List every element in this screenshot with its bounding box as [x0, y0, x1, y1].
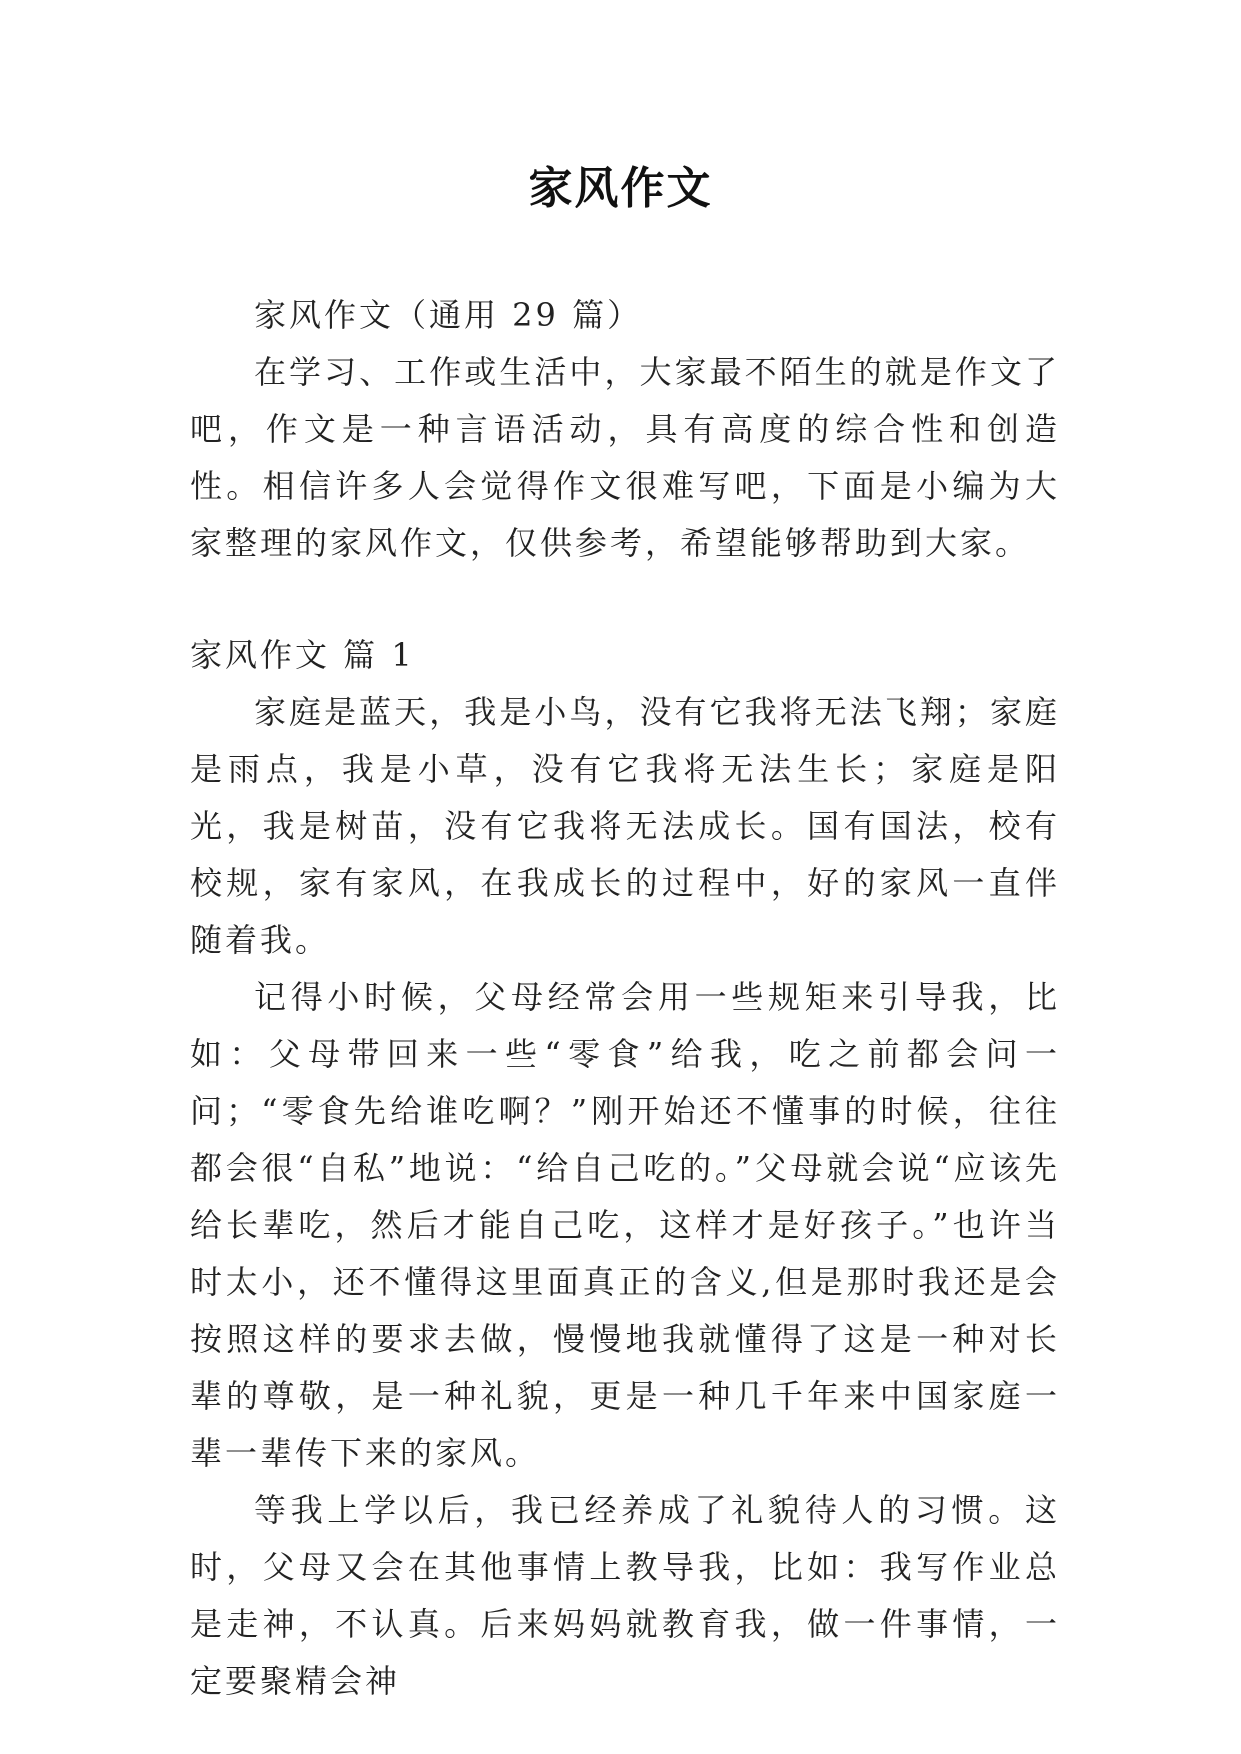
document-title: 家风作文: [528, 163, 713, 214]
document-body: [190, 287, 1060, 1710]
document-subtitle: 家风作文（通用 29 篇）: [254, 296, 643, 334]
section-heading: 家风作文 篇 1: [190, 636, 415, 674]
body-paragraph: 记得小时候，父母经常会用一些规矩来引导我，比如：父母带回来一些“零食”给我，吃之前都会问一问；“零食先给谁吃啊？”刚开始还不懂事的时候，往往都会很“自私”地说：“给自己吃的。”父母就会说“应该先给长辈吃，然后才能自己吃，这样才是好孩子。”也许当时太小，还不懂得这里面真正的含义,但是那时我还是会按照这样的要求去做，慢慢地我就懂得了这是一种对长辈的尊敬，是一种礼貌，更是一种几千年来中国家庭一辈一辈传下来的家风。: [190, 978, 1060, 1472]
body-paragraph: 家庭是蓝天，我是小鸟，没有它我将无法飞翔；家庭是雨点，我是小草，没有它我将无法生长；家庭是阳光，我是树苗，没有它我将无法成长。国有国法，校有校规，家有家风，在我成长的过程中，好的家风一直伴随着我。: [190, 693, 1060, 959]
body-paragraph: 等我上学以后，我已经养成了礼貌待人的习惯。这时，父母又会在其他事情上教导我，比如：我写作业总是走神，不认真。后来妈妈就教育我，做一件事情，一定要聚精会神: [190, 1491, 1060, 1700]
intro-paragraph: 在学习、工作或生活中，大家最不陌生的就是作文了吧，作文是一种言语活动，具有高度的综合性和创造性。相信许多人会觉得作文很难写吧，下面是小编为大家整理的家风作文，仅供参考，希望能够帮助到大家。: [190, 353, 1060, 562]
